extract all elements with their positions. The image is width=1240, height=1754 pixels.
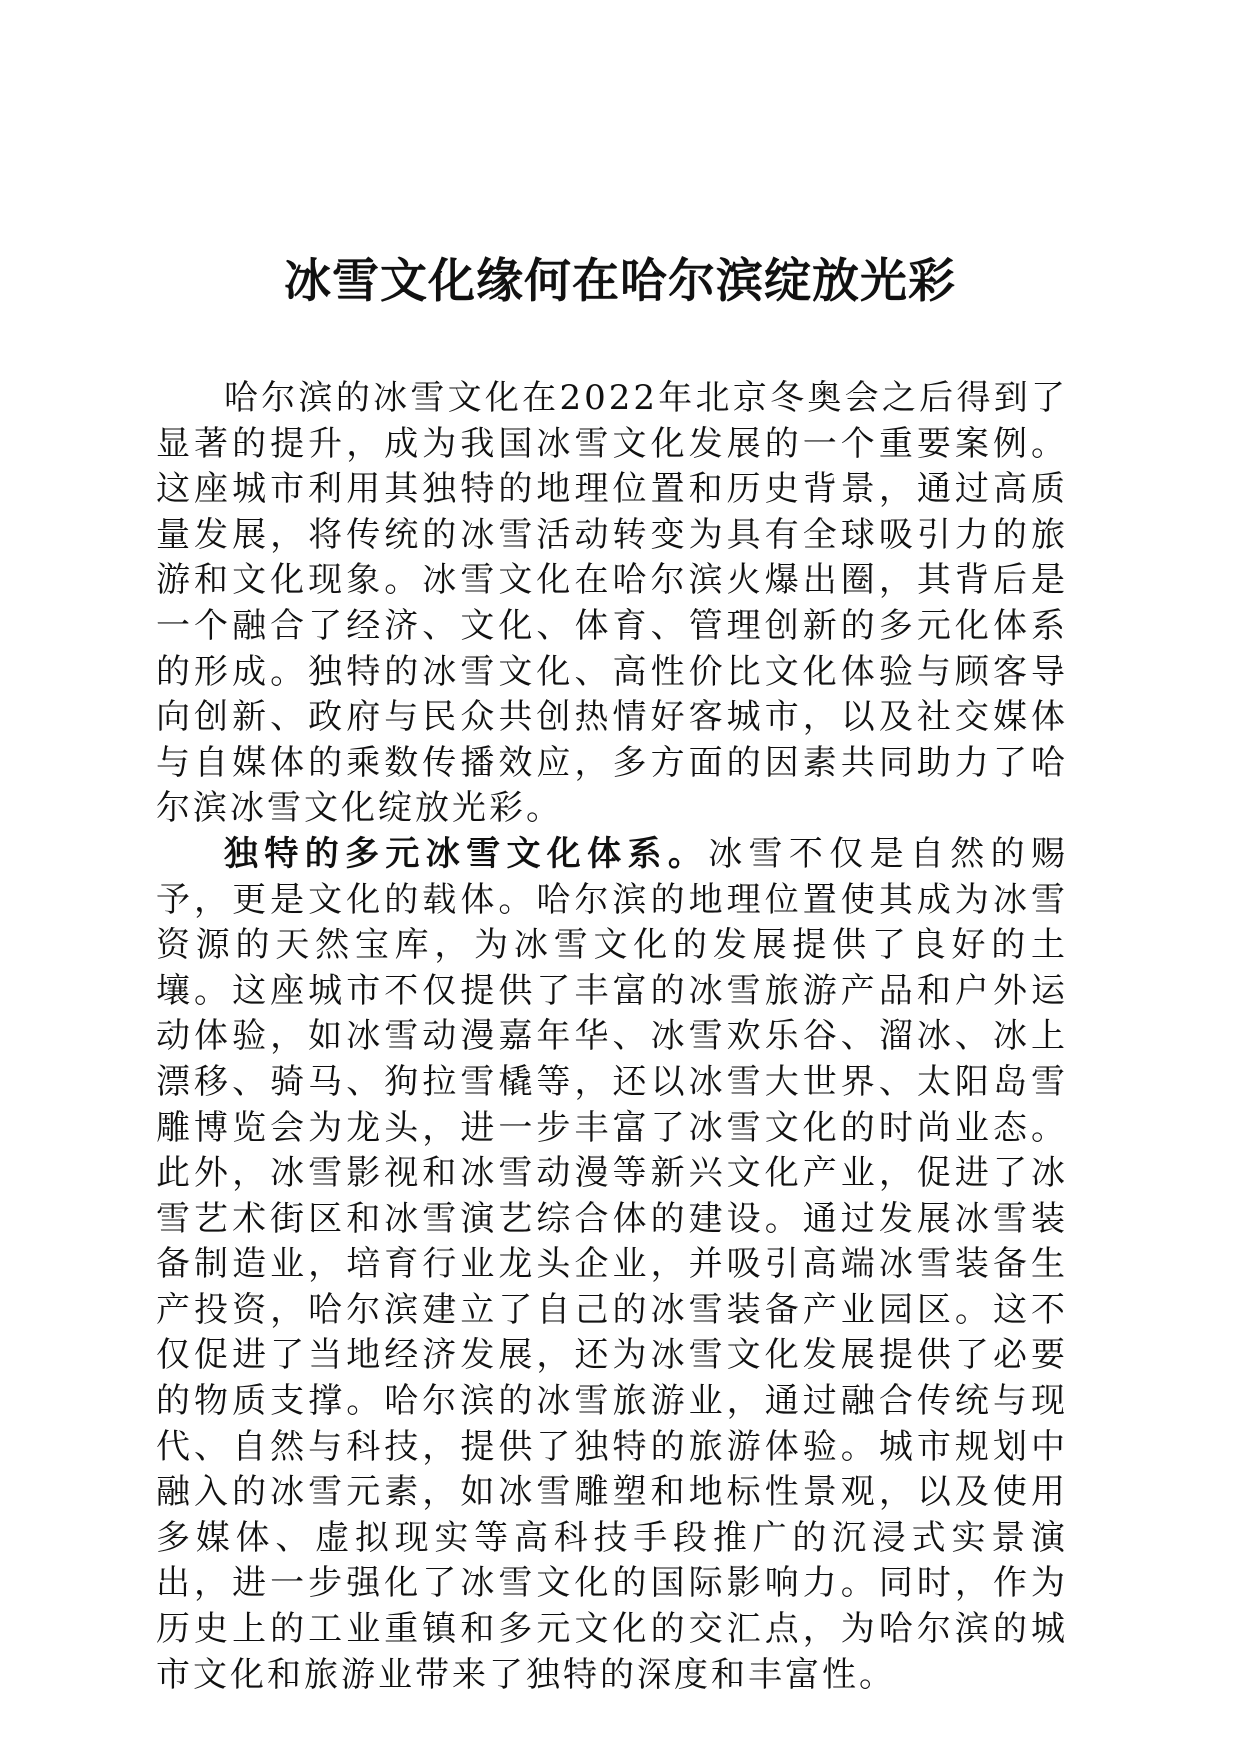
- paragraph-text: 哈尔滨的冰雪文化在2022年北京冬奥会之后得到了显著的提升，成为我国冰雪文化发展的一个重要案例。这座城市利用其独特的地理位置和历史背景，通过高质量发展，将传统的冰雪活动转变为具有全球吸引力的旅游和文化现象。冰雪文化在哈尔滨火爆出圈，其背后是一个融合了经济、文化、体育、管理创新的多元化体系的形成。独特的冰雪文化、高性价比文化体验与顾客导向创新、政府与民众共创热情好客城市，以及社交媒体与自媒体的乘数传播效应，多方面的因素共同助力了哈尔滨冰雪文化绽放光彩。: [156, 378, 1068, 829]
- paragraph-ice-snow-culture-system: [156, 832, 1068, 1698]
- paragraph-intro: [156, 376, 1068, 832]
- paragraph-text: 冰雪不仅是自然的赐予，更是文化的载体。哈尔滨的地理位置使其成为冰雪资源的天然宝库，为冰雪文化的发展提供了良好的土壤。这座城市不仅提供了丰富的冰雪旅游产品和户外运动体验，如冰雪动漫嘉年华、冰雪欢乐谷、溜冰、冰上漂移、骑马、狗拉雪橇等，还以冰雪大世界、太阳岛雪雕博览会为龙头，进一步丰富了冰雪文化的时尚业态。此外，冰雪影视和冰雪动漫等新兴文化产业，促进了冰雪艺术街区和冰雪演艺综合体的建设。通过发展冰雪装备制造业，培育行业龙头企业，并吸引高端冰雪装备生产投资，哈尔滨建立了自己的冰雪装备产业园区。这不仅促进了当地经济发展，还为冰雪文化发展提供了必要的物质支撑。哈尔滨的冰雪旅游业，通过融合传统与现代、自然与科技，提供了独特的旅游体验。城市规划中融入的冰雪元素，如冰雪雕塑和地标性景观，以及使用多媒体、虚拟现实等高科技手段推广的沉浸式实景演出，进一步强化了冰雪文化的国际影响力。同时，作为历史上的工业重镇和多元文化的交汇点，为哈尔滨的城市文化和旅游业带来了独特的深度和丰富性。: [156, 833, 1068, 1695]
- document-body: [156, 376, 1068, 1698]
- document-title: 冰雪文化缘何在哈尔滨绽放光彩: [284, 254, 956, 309]
- paragraph-lead: 独特的多元冰雪文化体系。: [224, 833, 709, 874]
